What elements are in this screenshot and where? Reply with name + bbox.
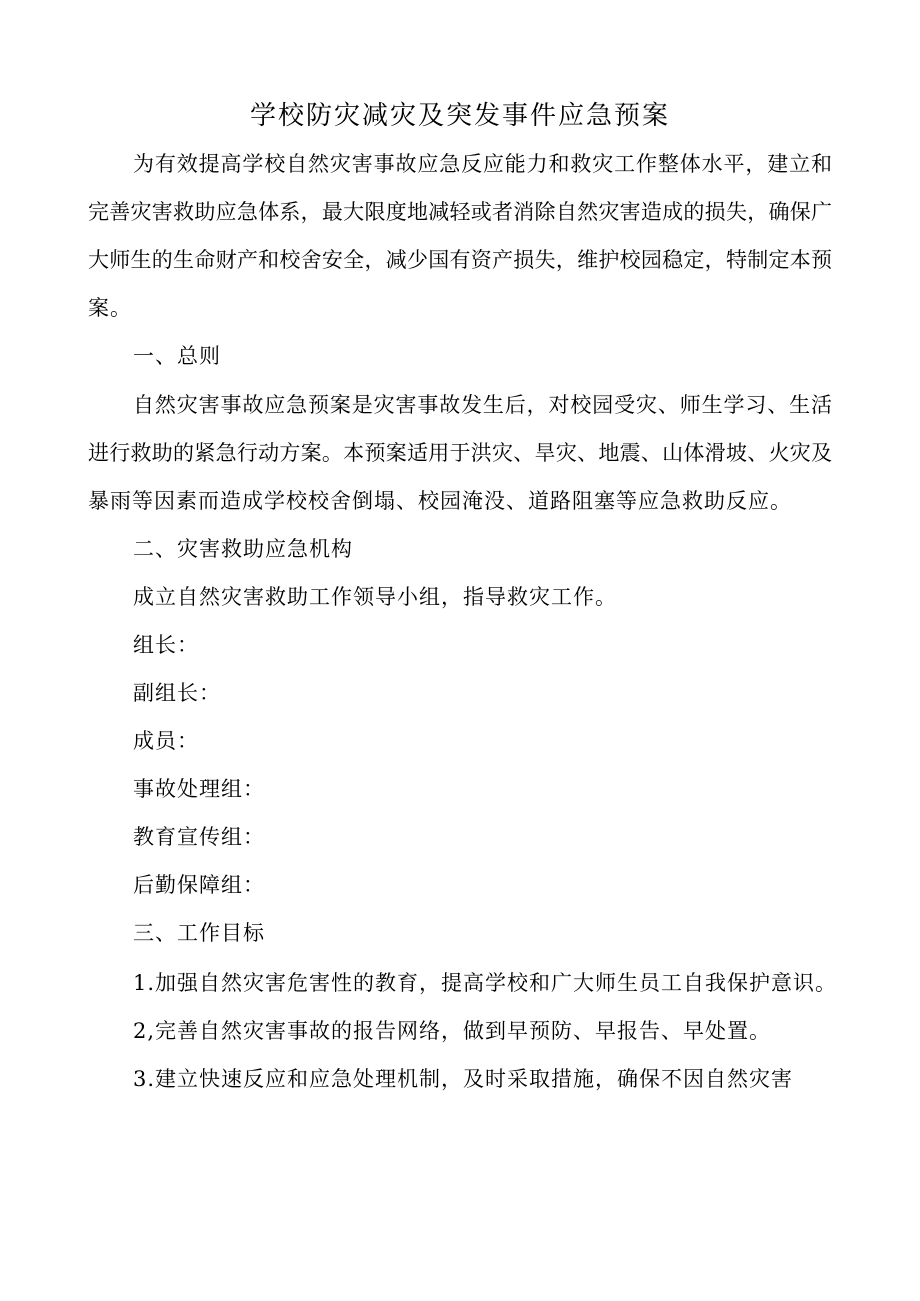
intro-line-1: 为有效提高学校自然灾害事故应急反应能力和救灾工作整体水平，建立和 xyxy=(133,152,832,176)
intro-line-3: 大师生的生命财产和校舍安全，减少国有资产损失，维护校园稳定，特制定本预 xyxy=(88,248,832,272)
role-deputy-leader: 副组长： xyxy=(133,681,221,705)
document-title: 学校防灾减灾及突发事件应急预案 xyxy=(249,101,670,131)
goal-item-3: 3.建立快速反应和应急处理机制，及时采取措施，确保不因自然灾害 xyxy=(133,1067,794,1091)
role-logistics-group: 后勤保障组： xyxy=(133,873,265,897)
section-1-line-1: 自然灾害事故应急预案是灾害事故发生后，对校园受灾、师生学习、生活 xyxy=(133,393,832,417)
role-leader: 组长： xyxy=(133,633,199,657)
section-1-heading: 一、总则 xyxy=(133,344,221,368)
section-2-heading: 二、灾害救助应急机构 xyxy=(133,537,353,561)
intro-line-4: 案。 xyxy=(88,296,132,320)
section-1-line-3: 暴雨等因素而造成学校校舍倒塌、校园淹没、道路阻塞等应急救助反应。 xyxy=(88,489,792,513)
section-3-heading: 三、工作目标 xyxy=(133,921,265,945)
section-2-intro: 成立自然灾害救助工作领导小组，指导救灾工作。 xyxy=(133,585,617,609)
intro-line-2: 完善灾害救助应急体系，最大限度地减轻或者消除自然灾害造成的损失，确保广 xyxy=(88,200,832,224)
goal-item-2: 2,完善自然灾害事故的报告网络，做到早预防、早报告、早处置。 xyxy=(133,1019,772,1043)
goal-item-1: 1.加强自然灾害危害性的教育，提高学校和广大师生员工自我保护意识。 xyxy=(133,971,838,995)
section-1-line-2: 进行救助的紧急行动方案。本预案适用于洪灾、旱灾、地震、山体滑坡、火灾及 xyxy=(88,441,832,465)
role-members: 成员： xyxy=(133,729,199,753)
role-education-publicity-group: 教育宣传组： xyxy=(133,825,265,849)
role-incident-handling-group: 事故处理组： xyxy=(133,777,265,801)
